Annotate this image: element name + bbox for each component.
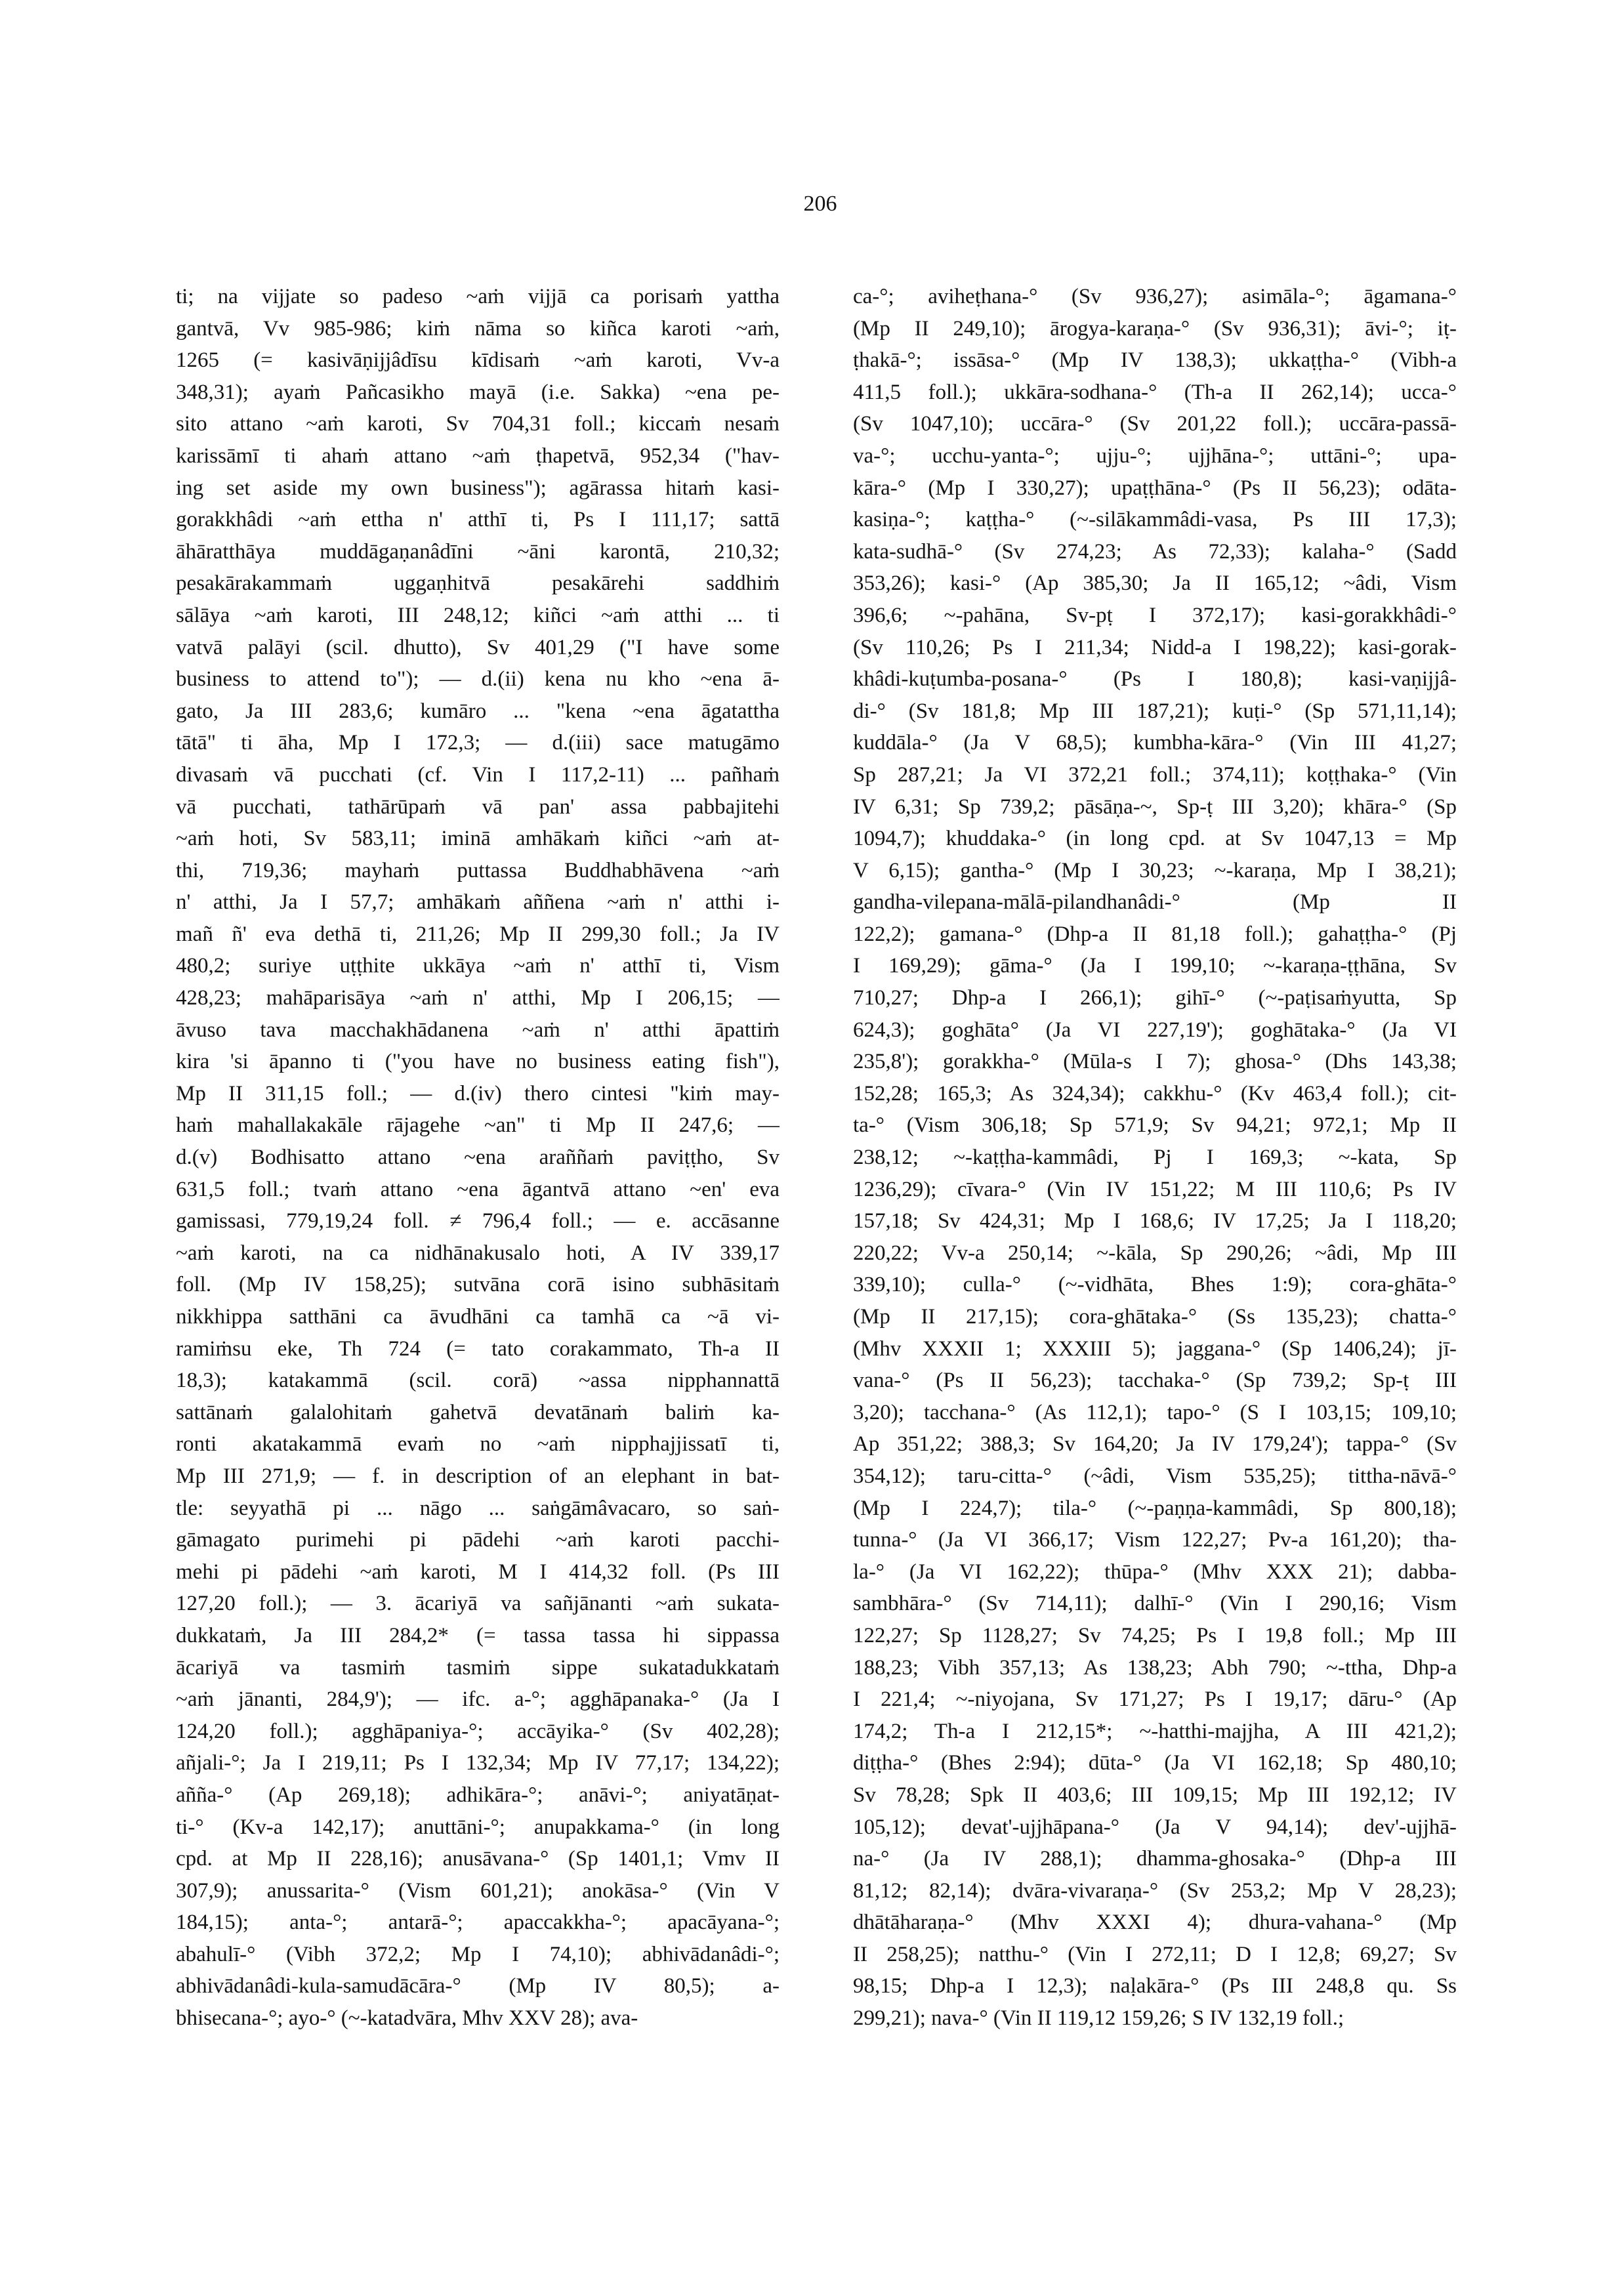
- text-line: ti-° (Kv-a 142,17); anuttāni-°; anupakkama-° (in long: [176, 1815, 780, 1839]
- text-line: ācariyā va tasmiṁ tasmiṁ sippe sukatadukkataṁ: [176, 1655, 780, 1680]
- text-line: Mp III 271,9; — f. in description of an elephant in bat-: [176, 1464, 780, 1488]
- text-line: business to attend to"); — d.(ii) kena nu kho ~ena ā-: [176, 667, 780, 692]
- text-line: gamissasi, 779,19,24 foll. ≠ 796,4 foll.; — e. accāsanne: [176, 1209, 780, 1233]
- page-number: 206: [803, 192, 837, 216]
- text-line: Sp 287,21; Ja VI 372,21 foll.; 374,11); koṭṭhaka-° (Vin: [853, 762, 1457, 787]
- text-line: d.(v) Bodhisatto attano ~ena araññaṁ paviṭṭho, Sv: [176, 1146, 780, 1170]
- text-line: 480,2; suriye uṭṭhite ukkāya ~aṁ n' atthī ti, Vism: [176, 954, 780, 978]
- text-line: (Sv 1047,10); uccāra-° (Sv 201,22 foll.); uccāra-passā-: [853, 412, 1457, 436]
- text-line: āhāratthāya muddāgaṇanâdīni ~āni karontā, 210,32;: [176, 539, 780, 564]
- text-line: Mp II 311,15 foll.; — d.(iv) thero cintesi "kiṁ may-: [176, 1081, 780, 1106]
- text-line: ca-°; aviheṭhana-° (Sv 936,27); asimāla-°; āgamana-°: [853, 285, 1457, 308]
- text-line: ~aṁ karoti, na ca nidhānakusalo hoti, A IV 339,17: [176, 1241, 780, 1265]
- text-line: sito attano ~aṁ karoti, Sv 704,31 foll.; kiccaṁ nesaṁ: [176, 412, 780, 436]
- text-line: kata-sudhā-° (Sv 274,23; As 72,33); kalaha-° (Sadd: [853, 539, 1457, 564]
- text-line: va-°; ucchu-yanta-°; ujju-°; ujjhāna-°; uttāni-°; upa-: [853, 444, 1457, 468]
- text-line: añjali-°; Ja I 219,11; Ps I 132,34; Mp IV 77,17; 134,22);: [176, 1751, 780, 1775]
- text-line: añña-° (Ap 269,18); adhikāra-°; anāvi-°; aniyatāṇat-: [176, 1783, 780, 1807]
- text-line: ṭhakā-°; issāsa-° (Mp IV 138,3); ukkaṭṭha-° (Vibh-a: [853, 348, 1457, 373]
- text-line: foll. (Mp IV 158,25); sutvāna corā isino subhāsitaṁ: [176, 1273, 780, 1297]
- text-line: 348,31); ayaṁ Pañcasikho mayā (i.e. Sakka) ~ena pe-: [176, 380, 780, 404]
- text-line: 188,23; Vibh 357,13; As 138,23; Abh 790; ~-ttha, Dhp-a: [853, 1655, 1457, 1680]
- text-line: ~aṁ jānanti, 284,9'); — ifc. a-°; agghāpanaka-° (Ja I: [176, 1687, 780, 1712]
- text-line: ronti akatakammā evaṁ no ~aṁ nipphajjissatī ti,: [176, 1432, 780, 1457]
- text-line: V 6,15); gantha-° (Mp I 30,23; ~-karaṇa, Mp I 38,21);: [853, 858, 1457, 882]
- text-line: IV 6,31; Sp 739,2; pāsāṇa-~, Sp-ṭ III 3,20); khāra-° (Sp: [853, 795, 1457, 819]
- text-line: Ap 351,22; 388,3; Sv 164,20; Ja IV 179,24'); tappa-° (Sv: [853, 1432, 1457, 1457]
- text-line: n' atthi, Ja I 57,7; amhākaṁ aññena ~aṁ n' atthi i-: [176, 890, 780, 915]
- text-line: tle: seyyathā pi ... nāgo ... saṅgāmâvacaro, so saṅ-: [176, 1496, 780, 1520]
- text-line: sambhāra-° (Sv 714,11); dalhī-° (Vin I 290,16; Vism: [853, 1592, 1457, 1616]
- text-line: 631,5 foll.; tvaṁ attano ~ena āgantvā attano ~en' eva: [176, 1177, 780, 1201]
- text-line: 1094,7); khuddaka-° (in long cpd. at Sv 1047,13 = Mp: [853, 827, 1457, 851]
- text-line: pesakārakammaṁ uggaṇhitvā pesakārehi saddhiṁ: [176, 571, 780, 596]
- right-column: [853, 281, 1457, 2223]
- text-line: 339,10); culla-° (~-vidhāta, Bhes 1:9); cora-ghāta-°: [853, 1273, 1457, 1297]
- text-line: ta-° (Vism 306,18; Sp 571,9; Sv 94,21; 972,1; Mp II: [853, 1113, 1457, 1138]
- text-line: vā pucchati, tathārūpaṁ vā pan' assa pabbajitehi: [176, 795, 780, 819]
- text-line: divasaṁ vā pucchati (cf. Vin I 117,2-11) ... pañhaṁ: [176, 762, 780, 787]
- text-line: diṭṭha-° (Bhes 2:94); dūta-° (Ja VI 162,18; Sp 480,10;: [853, 1751, 1457, 1775]
- text-line: 81,12; 82,14); dvāra-vivaraṇa-° (Sv 253,2; Mp V 28,23);: [853, 1878, 1457, 1903]
- text-line: II 258,25); natthu-° (Vin I 272,11; D I 12,8; 69,27; Sv: [853, 1942, 1457, 1966]
- text-line: cpd. at Mp II 228,16); anusāvana-° (Sp 1401,1; Vmv II: [176, 1847, 780, 1871]
- text-line: gandha-vilepana-mālā-pilandhanâdi-° (Mp II: [853, 890, 1457, 915]
- text-line: ti; na vijjate so padeso ~aṁ vijjā ca porisaṁ yattha: [176, 285, 780, 308]
- text-line: 354,12); taru-citta-° (~âdi, Vism 535,25); tittha-nāvā-°: [853, 1464, 1457, 1488]
- text-line: 122,27; Sp 1128,27; Sv 74,25; Ps I 19,8 foll.; Mp III: [853, 1623, 1457, 1647]
- text-line: 174,2; Th-a I 212,15*; ~-hatthi-majjha, A III 421,2);: [853, 1719, 1457, 1743]
- text-line: haṁ mahallakakāle rājagehe ~an" ti Mp II 247,6; —: [176, 1113, 780, 1138]
- text-line: gorakkhâdi ~aṁ ettha n' atthī ti, Ps I 111,17; sattā: [176, 508, 780, 532]
- text-line: vana-° (Ps II 56,23); tacchaka-° (Sp 739,2; Sp-ṭ III: [853, 1369, 1457, 1393]
- text-line: 411,5 foll.); ukkāra-sodhana-° (Th-a II 262,14); ucca-°: [853, 380, 1457, 404]
- text-line: bhisecana-°; ayo-° (~-katadvāra, Mhv XXV 28); ava-: [176, 2006, 638, 2031]
- text-line: 157,18; Sv 424,31; Mp I 168,6; IV 17,25; Ja I 118,20;: [853, 1209, 1457, 1233]
- text-line: kasiṇa-°; kaṭṭha-° (~-silākammâdi-vasa, Ps III 17,3);: [853, 508, 1457, 532]
- text-line: 396,6; ~-pahāna, Sv-pṭ I 372,17); kasi-gorakkhâdi-°: [853, 603, 1457, 627]
- text-line: 1236,29); cīvara-° (Vin IV 151,22; M III 110,6; Ps IV: [853, 1177, 1457, 1201]
- text-line: I 221,4; ~-niyojana, Sv 171,27; Ps I 19,17; dāru-° (Ap: [853, 1687, 1457, 1712]
- text-line: karissāmī ti ahaṁ attano ~aṁ ṭhapetvā, 952,34 ("hav-: [176, 444, 780, 468]
- text-line: (Mp II 249,10); ārogya-karaṇa-° (Sv 936,31); āvi-°; iṭ-: [853, 316, 1457, 341]
- text-line: 710,27; Dhp-a I 266,1); gihī-° (~-paṭisaṁyutta, Sp: [853, 986, 1457, 1010]
- text-line: ~aṁ hoti, Sv 583,11; iminā amhākaṁ kiñci ~aṁ at-: [176, 827, 780, 851]
- text-line: kāra-° (Mp I 330,27); upaṭṭhāna-° (Ps II 56,23); odāta-: [853, 476, 1457, 500]
- text-line: 235,8'); gorakkha-° (Mūla-s I 7); ghosa-° (Dhs 143,38;: [853, 1050, 1457, 1074]
- text-line: 124,20 foll.); agghāpaniya-°; accāyika-° (Sv 402,28);: [176, 1719, 780, 1743]
- text-line: 105,12); devat'-ujjhāpana-° (Ja V 94,14); dev'-ujjhā-: [853, 1815, 1457, 1839]
- text-line: tunna-° (Ja VI 366,17; Vism 122,27; Pv-a 161,20); tha-: [853, 1528, 1457, 1552]
- text-line: (Sv 110,26; Ps I 211,34; Nidd-a I 198,22); kasi-gorak-: [853, 635, 1457, 659]
- text-line: 220,22; Vv-a 250,14; ~-kāla, Sp 290,26; ~âdi, Mp III: [853, 1241, 1457, 1265]
- text-line: sattānaṁ galalohitaṁ gahetvā devatānaṁ baliṁ ka-: [176, 1400, 780, 1424]
- text-line: 122,2); gamana-° (Dhp-a II 81,18 foll.); gahaṭṭha-° (Pj: [853, 922, 1457, 946]
- text-line: na-° (Ja IV 288,1); dhamma-ghosaka-° (Dhp-a III: [853, 1847, 1457, 1871]
- text-line: āvuso tava macchakhādanena ~aṁ n' atthi āpattiṁ: [176, 1018, 780, 1042]
- text-line: di-° (Sv 181,8; Mp III 187,21); kuṭi-° (Sp 571,11,14);: [853, 699, 1457, 723]
- text-line: 353,26); kasi-° (Ap 385,30; Ja II 165,12; ~âdi, Vism: [853, 571, 1457, 596]
- text-line: (Mp I 224,7); tila-° (~-paṇṇa-kammâdi, Sp 800,18);: [853, 1496, 1457, 1520]
- text-line: 428,23; mahāparisāya ~aṁ n' atthi, Mp I 206,15; —: [176, 986, 780, 1010]
- text-line: la-° (Ja VI 162,22); thūpa-° (Mhv XXX 21); dabba-: [853, 1560, 1457, 1584]
- text-line: mañ ñ' eva dethā ti, 211,26; Mp II 299,30 foll.; Ja IV: [176, 922, 780, 946]
- text-line: 299,21); nava-° (Vin II 119,12 159,26; S IV 132,19 foll.;: [853, 2006, 1344, 2031]
- text-line: ing set aside my own business"); agārassa hitaṁ kasi-: [176, 476, 780, 500]
- text-line: 1265 (= kasivāṇijjâdīsu kīdisaṁ ~aṁ karoti, Vv-a: [176, 348, 780, 373]
- text-line: sālāya ~aṁ karoti, III 248,12; kiñci ~aṁ atthi ... ti: [176, 603, 780, 627]
- text-line: dukkataṁ, Ja III 284,2* (= tassa tassa hi sippassa: [176, 1623, 780, 1647]
- text-line: 152,28; 165,3; As 324,34); cakkhu-° (Kv 463,4 foll.); cit-: [853, 1081, 1457, 1106]
- text-line: tātā" ti āha, Mp I 172,3; — d.(iii) sace matugāmo: [176, 731, 780, 755]
- text-line: mehi pi pādehi ~aṁ karoti, M I 414,32 foll. (Ps III: [176, 1560, 780, 1584]
- text-line: (Mhv XXXII 1; XXXIII 5); jaggana-° (Sp 1406,24); jī-: [853, 1336, 1457, 1361]
- text-line: gāmagato purimehi pi pādehi ~aṁ karoti pacchi-: [176, 1528, 780, 1552]
- text-line: Sv 78,28; Spk II 403,6; III 109,15; Mp III 192,12; IV: [853, 1783, 1457, 1807]
- text-line: 307,9); anussarita-° (Vism 601,21); anokāsa-° (Vin V: [176, 1878, 780, 1903]
- text-line: dhātāharaṇa-° (Mhv XXXI 4); dhura-vahana-° (Mp: [853, 1911, 1457, 1935]
- text-line: gantvā, Vv 985-986; kiṁ nāma so kiñca karoti ~aṁ,: [176, 316, 780, 341]
- text-line: 127,20 foll.); — 3. ācariyā va sañjānanti ~aṁ sukata-: [176, 1592, 780, 1616]
- text-line: vatvā palāyi (scil. dhutto), Sv 401,29 ("I have some: [176, 635, 780, 659]
- text-line: ramiṁsu eke, Th 724 (= tato corakammato, Th-a II: [176, 1336, 780, 1361]
- text-line: 18,3); katakammā (scil. corā) ~assa nipphannattā: [176, 1369, 780, 1393]
- text-line: abhivādanâdi-kula-samudācāra-° (Mp IV 80,5); a-: [176, 1974, 780, 1998]
- text-line: kuddāla-° (Ja V 68,5); kumbha-kāra-° (Vin III 41,27;: [853, 731, 1457, 755]
- text-line: (Mp II 217,15); cora-ghātaka-° (Ss 135,23); chatta-°: [853, 1305, 1457, 1329]
- text-line: nikkhippa satthāni ca āvudhāni ca tamhā ca ~ā vi-: [176, 1305, 780, 1329]
- text-line: 98,15; Dhp-a I 12,3); naḷakāra-° (Ps III 248,8 qu. Ss: [853, 1974, 1457, 1998]
- text-line: khâdi-kuṭumba-posana-° (Ps I 180,8); kasi-vaṇijjâ-: [853, 667, 1457, 692]
- text-line: kira 'si āpanno ti ("you have no business eating fish"),: [176, 1050, 780, 1074]
- text-line: 238,12; ~-kaṭṭha-kammâdi, Pj I 169,3; ~-kata, Sp: [853, 1146, 1457, 1170]
- text-line: I 169,29); gāma-° (Ja I 199,10; ~-karaṇa-ṭṭhāna, Sv: [853, 954, 1457, 978]
- text-line: 624,3); goghāta° (Ja VI 227,19'); goghātaka-° (Ja VI: [853, 1018, 1457, 1042]
- text-line: 3,20); tacchana-° (As 112,1); tapo-° (S I 103,15; 109,10;: [853, 1400, 1457, 1424]
- text-line: abahulī-° (Vibh 372,2; Mp I 74,10); abhivādanâdi-°;: [176, 1942, 780, 1966]
- text-line: thi, 719,36; mayhaṁ puttassa Buddhabhāvena ~aṁ: [176, 858, 780, 882]
- left-column: [176, 281, 780, 2223]
- text-line: 184,15); anta-°; antarā-°; apaccakkha-°; apacāyana-°;: [176, 1911, 780, 1935]
- text-line: gato, Ja III 283,6; kumāro ... "kena ~ena āgatattha: [176, 699, 780, 723]
